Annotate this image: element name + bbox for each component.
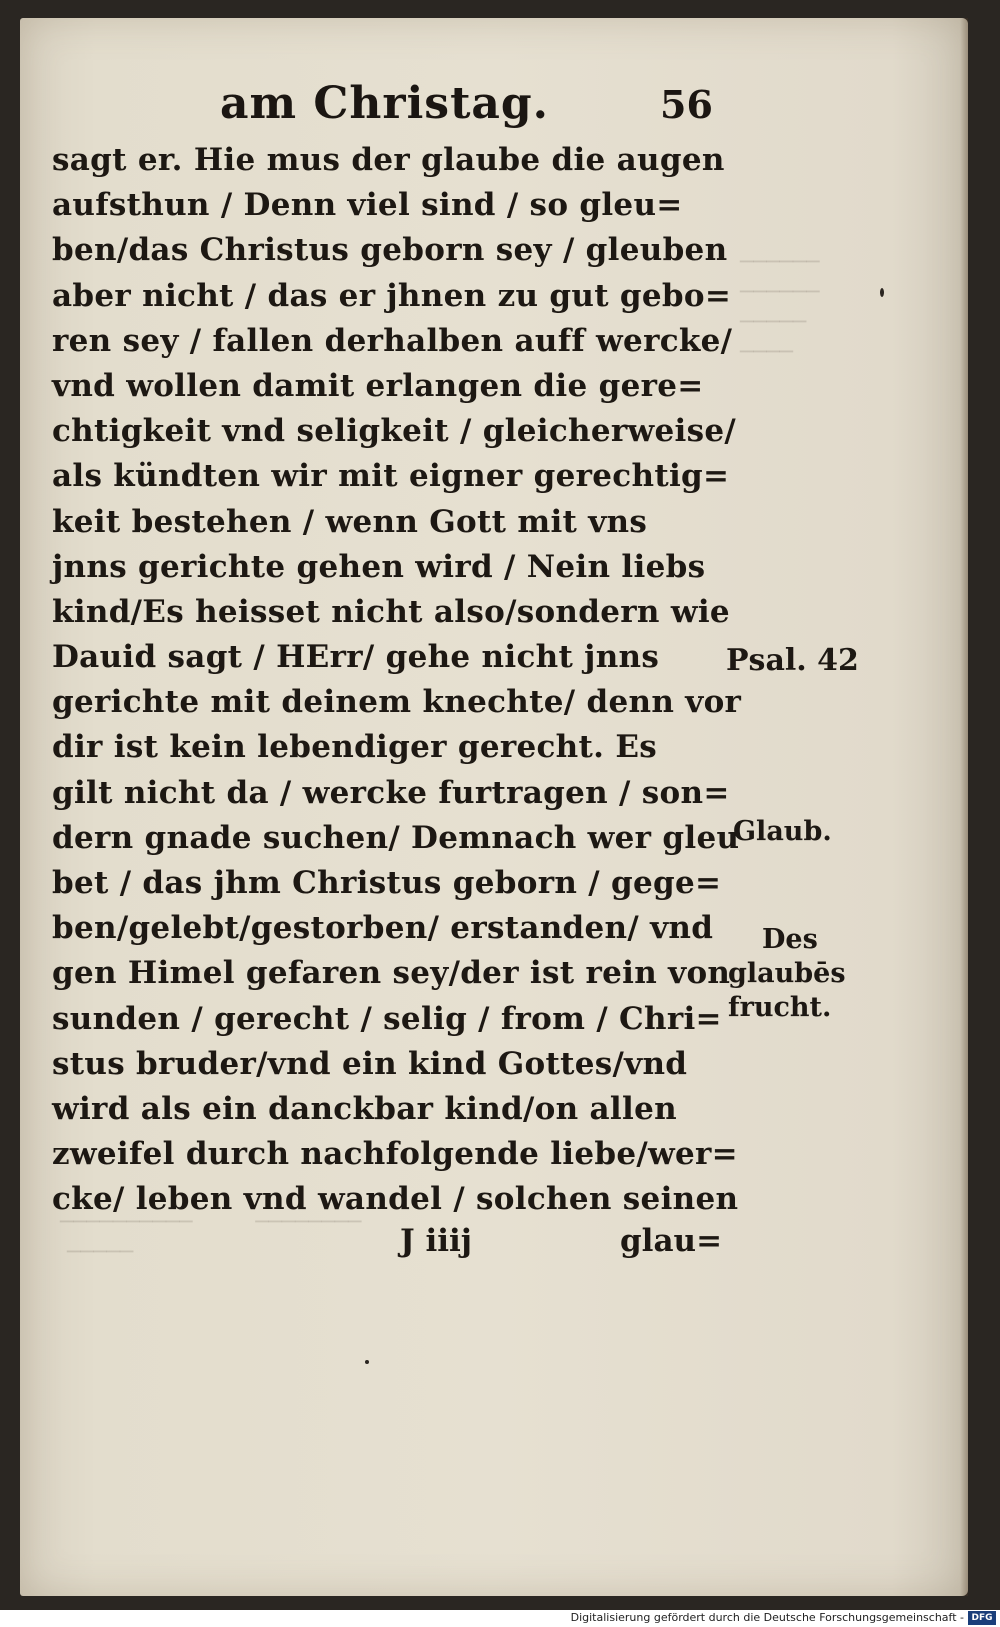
text-line: vnd wollen damit erlangen die gere= bbox=[52, 367, 704, 404]
text-line: Dauid sagt / HErr/ gehe nicht jnns bbox=[52, 639, 660, 676]
text-line: gen Himel gefaren sey/der ist rein von bbox=[52, 955, 731, 992]
ink-speck bbox=[880, 288, 884, 297]
dfg-logo-icon: DFG bbox=[968, 1611, 996, 1625]
text-line: bet / das jhm Christus geborn / gege= bbox=[52, 865, 722, 901]
page-number: 56 bbox=[660, 82, 713, 127]
text-line: zweifel durch nachfolgende liebe/wer= bbox=[52, 1136, 738, 1173]
margin-note-line: Des bbox=[762, 924, 818, 955]
text-line: aufsthun / Denn viel sind / so gleu= bbox=[52, 187, 683, 224]
page-edge-shadow bbox=[960, 18, 968, 1596]
text-line: sunden / gerecht / selig / from / Chri= bbox=[52, 1000, 722, 1037]
text-line: ben/das Christus geborn sey / gleuben bbox=[52, 232, 728, 269]
margin-note-glaub: Glaub. bbox=[733, 816, 832, 847]
text-line: wird als ein danckbar kind/on allen bbox=[52, 1090, 677, 1127]
text-line: stus bruder/vnd ein kind Gottes/vnd bbox=[52, 1045, 688, 1082]
text-line: aber nicht / das er jhnen zu gut gebo= bbox=[52, 277, 732, 314]
text-line: jnns gerichte gehen wird / Nein liebs bbox=[52, 548, 706, 585]
text-line: dir ist kein lebendiger gerecht. Es bbox=[52, 729, 657, 766]
signature-mark: J iiij bbox=[400, 1223, 473, 1259]
margin-note-line: frucht. bbox=[728, 992, 832, 1023]
text-line: keit bestehen / wenn Gott mit vns bbox=[52, 503, 648, 540]
body-text bbox=[52, 138, 742, 1223]
catchword: glau= bbox=[620, 1223, 723, 1259]
margin-note-line: glaubēs bbox=[728, 958, 846, 989]
text-line: ren sey / fallen derhalben auff wercke/ bbox=[52, 322, 733, 359]
text-line: gerichte mit deinem knechte/ denn vor bbox=[52, 684, 742, 721]
text-line: chtigkeit vnd seligkeit / gleicherweise/ bbox=[52, 413, 737, 450]
text-line: gilt nicht da / wercke furtragen / son= bbox=[52, 774, 730, 811]
text-line: dern gnade suchen/ Demnach wer gleu bbox=[52, 819, 740, 856]
page-header bbox=[220, 78, 720, 128]
ink-speck bbox=[365, 1360, 369, 1364]
text-line: sagt er. Hie mus der glaube die augen bbox=[52, 142, 725, 178]
footer-bar bbox=[0, 1610, 1000, 1627]
funding-credit: Digitalisierung gefördert durch die Deutsche Forschungsgemeinschaft - bbox=[570, 1611, 964, 1624]
margin-note-des-glaubens bbox=[728, 923, 846, 1025]
running-head: am Christag. bbox=[220, 78, 549, 129]
text-line: cke/ leben vnd wandel / solchen seinen bbox=[52, 1181, 739, 1218]
show-through-ink-lower: ────────── ──────── ───── bbox=[60, 1210, 362, 1265]
show-through-ink: ────── ────── ───── ──── bbox=[740, 250, 820, 365]
text-line: kind/Es heisset nicht also/sondern wie bbox=[52, 593, 730, 630]
margin-note-psalm: Psal. 42 bbox=[726, 643, 859, 678]
text-line: ben/gelebt/gestorben/ erstanden/ vnd bbox=[52, 910, 714, 947]
text-line: als kündten wir mit eigner gerechtig= bbox=[52, 458, 730, 495]
